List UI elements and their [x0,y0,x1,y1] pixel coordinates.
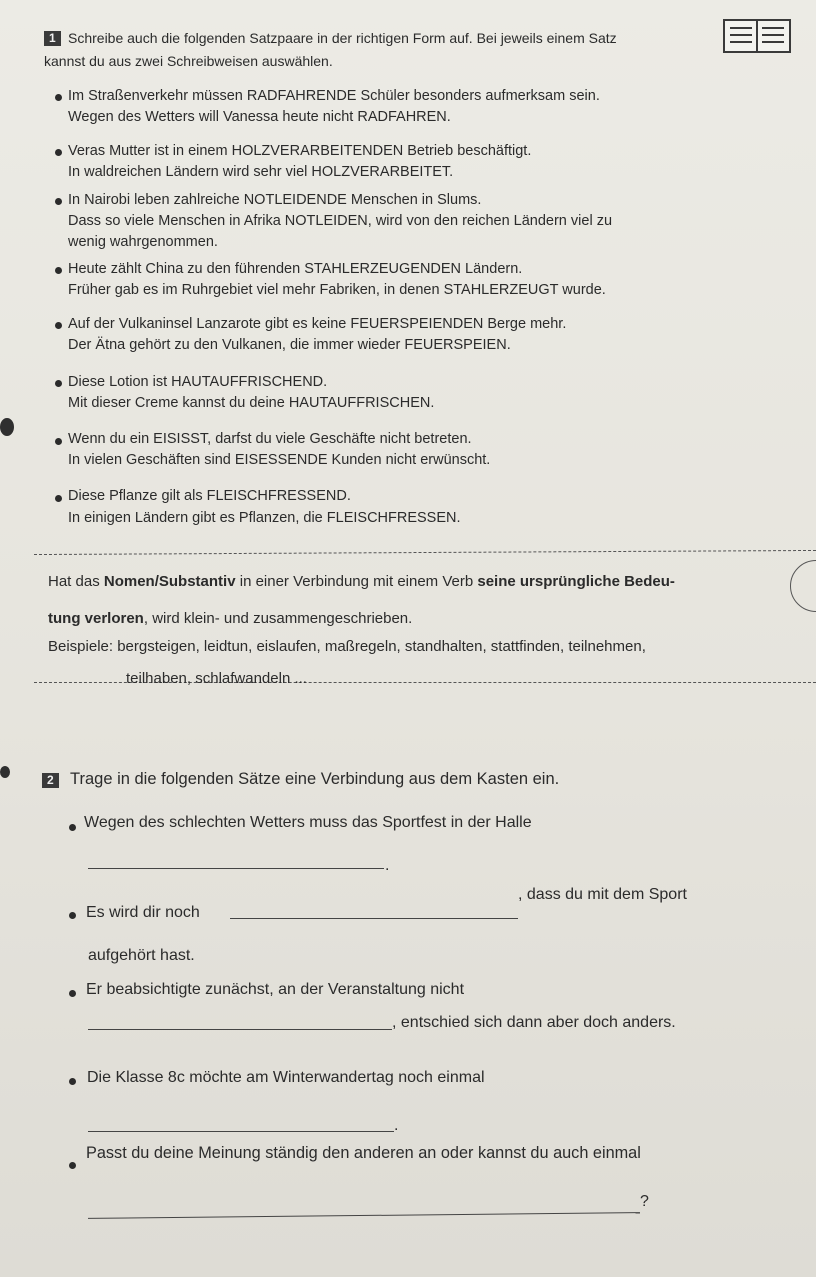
sentence-pair-3-line-1: In Nairobi leben zahlreiche NOTLEIDENDE Menschen in Slums. [68,192,482,208]
answer-blank-5[interactable] [88,1212,640,1219]
rule-text: Hat das [48,573,104,590]
bullet [69,990,76,997]
rule-keyword-lost: tung verloren [48,610,144,627]
infobox-rule-line-1 [48,572,675,592]
sentence-4: Die Klasse 8c möchte am Winterwandertag noch einmal [87,1069,485,1086]
infobox-top-border [34,550,816,555]
sentence-pair-2-line-2: In waldreichen Ländern wird sehr viel HOLZVERARBEITET. [68,164,454,180]
exercise-1-number: 1 [44,31,61,46]
sentence-pair-3-line-3: wenig wahrgenommen. [68,234,218,250]
bullet [55,438,62,445]
sentence-pair-4-line-2: Früher gab es im Ruhrgebiet viel mehr Fabriken, in denen STAHLERZEUGT wurde. [68,282,606,298]
sentence-pair-7-line-1: Wenn du ein EISISST, darfst du viele Geschäfte nicht betreten. [68,431,472,447]
book-icon [722,18,792,54]
sentence-pair-7-line-2: In vielen Geschäften sind EISESSENDE Kunden nicht erwünscht. [68,452,491,468]
bullet [55,149,62,156]
exercise-2-instruction: Trage in die folgenden Sätze eine Verbindung aus dem Kasten ein. [70,770,560,788]
sentence-2-middle: , dass du mit dem Sport [518,886,687,903]
sentence-1-end: . [385,857,390,874]
sentence-pair-3-line-2: Dass so viele Menschen in Afrika NOTLEIDEN, wird von den reichen Ländern viel zu [68,213,613,229]
exercise-2-number: 2 [42,773,59,788]
sentence-3: Er beabsichtigte zunächst, an der Veranstaltung nicht [86,981,465,998]
sentence-pair-4-line-1: Heute zählt China zu den führenden STAHLERZEUGENDEN Ländern. [68,261,523,277]
sentence-pair-6-line-1: Diese Lotion ist HAUTAUFFRISCHEND. [68,374,328,390]
bullet [55,94,62,101]
bullet [55,380,62,387]
exercise-1-instruction-line-2: kannst du aus zwei Schreibweisen auswählen. [44,53,333,69]
rule-text: , wird klein- und zusammengeschrieben. [143,610,413,627]
bullet [69,912,76,919]
sentence-2-start: Es wird dir noch [86,904,200,921]
sentence-5-end: ? [640,1193,649,1210]
answer-blank-1[interactable] [88,868,384,869]
sentence-3-end: , entschied sich dann aber doch anders. [392,1014,676,1031]
sentence-pair-1-line-1: Im Straßenverkehr müssen RADFAHRENDE Schüler besonders aufmerksam sein. [68,88,600,104]
sentence-1: Wegen des schlechten Wetters muss das Sportfest in der Halle [84,814,532,831]
bullet [69,824,76,831]
margin-mark [0,766,10,778]
sentence-2-end: aufgehört hast. [88,947,195,964]
sentence-pair-1-line-2: Wegen des Wetters will Vanessa heute nicht RADFAHREN. [68,109,451,125]
infobox-examples-line-1: Beispiele: bergsteigen, leidtun, eislaufen, maßregeln, standhalten, stattfinden, teilnehmen, [48,638,646,655]
bullet [55,322,62,329]
sentence-pair-8-line-2: In einigen Ländern gibt es Pflanzen, die FLEISCHFRESSEN. [68,510,461,526]
rule-keyword-meaning: seine ursprüngliche Bedeu- [477,573,675,590]
sentence-pair-5-line-1: Auf der Vulkaninsel Lanzarote gibt es keine FEUERSPEIENDEN Berge mehr. [68,316,567,332]
sentence-4-end: . [394,1117,399,1134]
sentence-pair-2-line-1: Veras Mutter ist in einem HOLZVERARBEITENDEN Betrieb beschäftigt. [68,143,532,159]
answer-blank-2[interactable] [230,918,518,919]
sentence-pair-5-line-2: Der Ätna gehört zu den Vulkanen, die immer wieder FEUERSPEIEN. [68,337,511,353]
infobox-rule-line-2 [48,609,412,629]
bullet [55,495,62,502]
bullet [69,1162,76,1169]
bullet [69,1078,76,1085]
answer-blank-4[interactable] [88,1131,394,1132]
sentence-5: Passt du deine Meinung ständig den anderen an oder kannst du auch einmal [86,1144,641,1162]
rule-keyword-noun: Nomen/Substantiv [103,573,236,590]
sentence-pair-6-line-2: Mit dieser Creme kannst du deine HAUTAUFFRISCHEN. [68,395,435,411]
bullet [55,267,62,274]
infobox-corner-arc [790,560,816,612]
answer-blank-3[interactable] [88,1029,392,1030]
rule-text: in einer Verbindung mit einem Verb [235,573,478,590]
sentence-pair-8-line-1: Diese Pflanze gilt als FLEISCHFRESSEND. [68,488,351,504]
margin-mark [0,418,14,436]
infobox-examples-line-2: teilhaben, schlafwandeln ... [126,670,307,687]
bullet [55,198,62,205]
exercise-1-instruction-line-1: Schreibe auch die folgenden Satzpaare in der richtigen Form auf. Bei jeweils einem Satz [68,30,617,46]
